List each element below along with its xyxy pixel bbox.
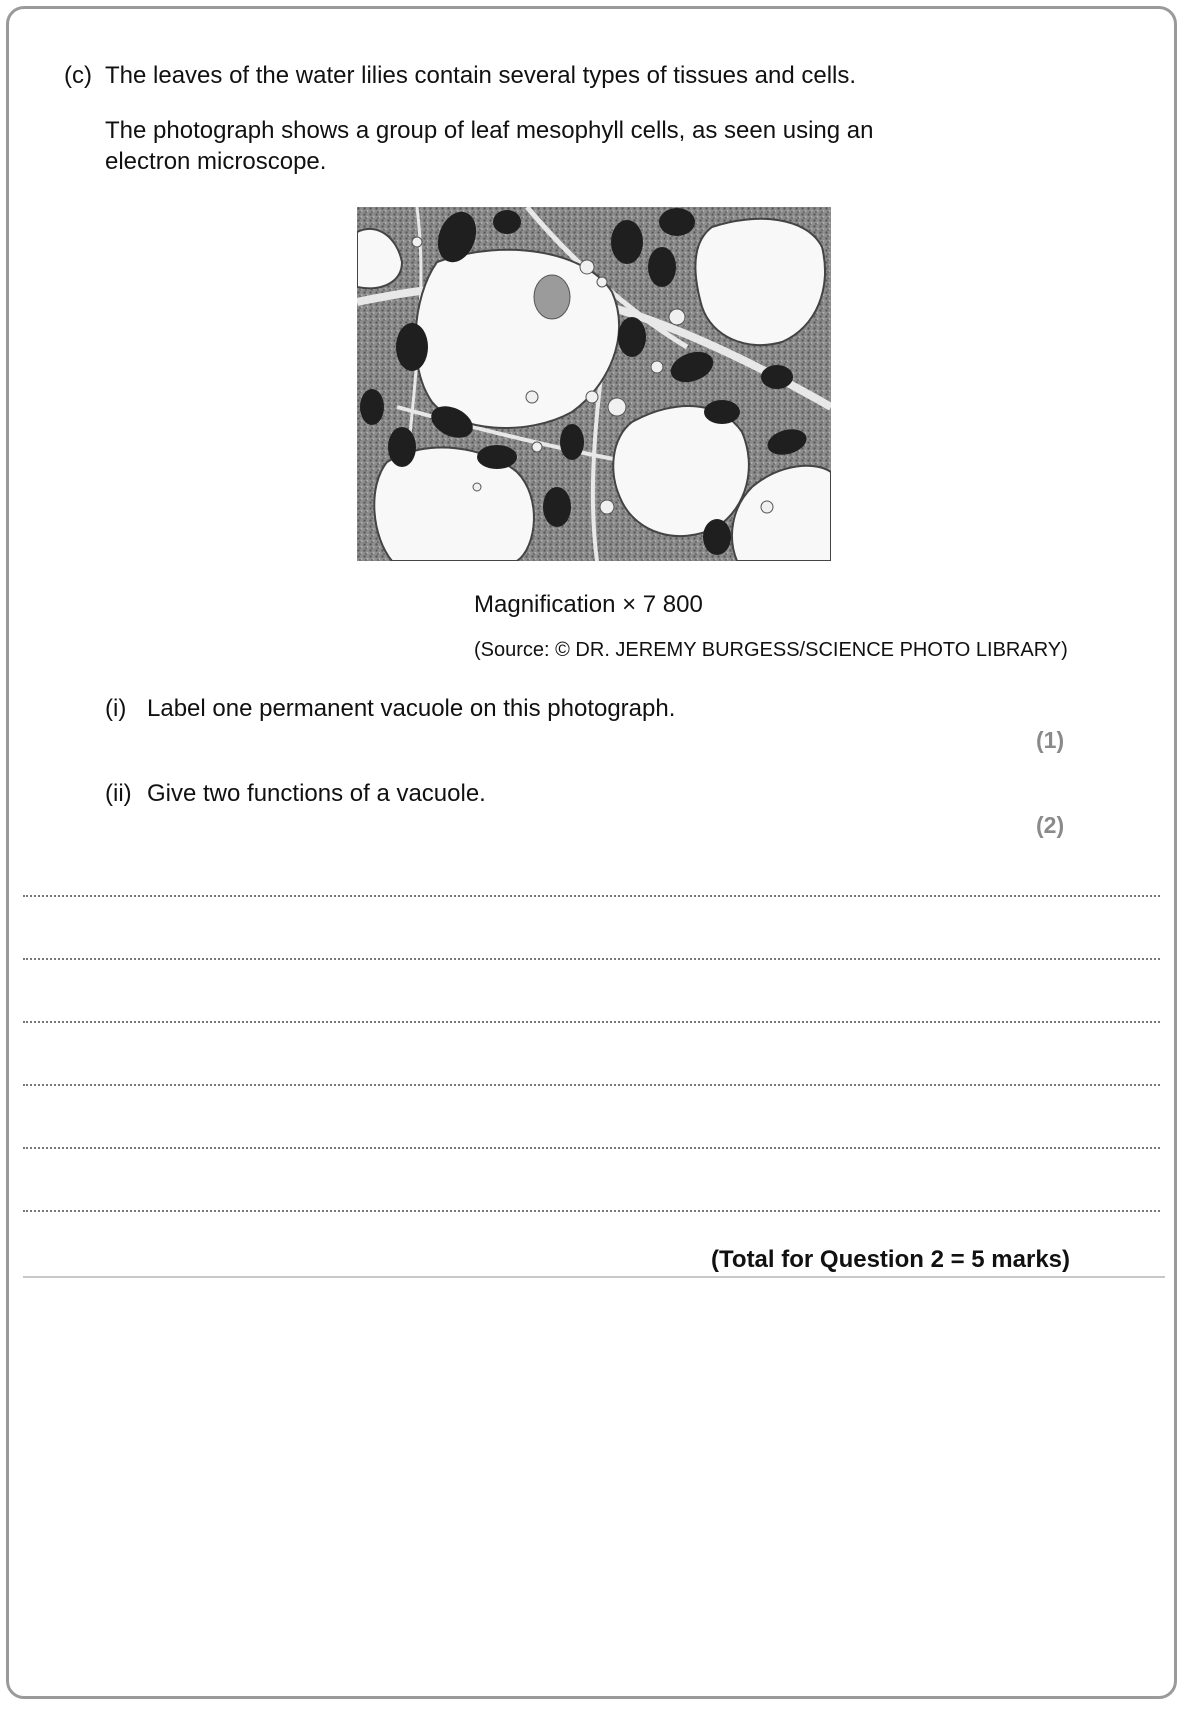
magnification-caption: Magnification × 7 800 bbox=[474, 591, 703, 618]
subquestion-i-text: Label one permanent vacuole on this photograph. bbox=[147, 695, 676, 722]
source-credit: (Source: © DR. JEREMY BURGESS/SCIENCE PHOTO LIBRARY) bbox=[474, 639, 1068, 661]
subquestion-ii-label: (ii) bbox=[105, 780, 132, 807]
answer-line-1[interactable] bbox=[23, 895, 1160, 897]
answer-line-2[interactable] bbox=[23, 958, 1160, 960]
section-divider bbox=[23, 1276, 1165, 1278]
question-total: (Total for Question 2 = 5 marks) bbox=[711, 1246, 1070, 1273]
subquestion-ii-text: Give two functions of a vacuole. bbox=[147, 780, 486, 807]
answer-line-3[interactable] bbox=[23, 1021, 1160, 1023]
answer-line-6[interactable] bbox=[23, 1210, 1160, 1212]
answer-line-4[interactable] bbox=[23, 1084, 1160, 1086]
micrograph-photo[interactable] bbox=[357, 207, 831, 561]
subquestion-ii-marks: (2) bbox=[1036, 812, 1065, 838]
intro-text: The leaves of the water lilies contain several types of tissues and cells. bbox=[105, 62, 857, 89]
micrograph-image bbox=[357, 207, 831, 561]
photo-description-line1: The photograph shows a group of leaf mesophyll cells, as seen using an bbox=[105, 117, 874, 144]
subquestion-i-label: (i) bbox=[105, 695, 127, 722]
answer-line-5[interactable] bbox=[23, 1147, 1160, 1149]
part-label: (c) bbox=[64, 62, 92, 89]
photo-description-line2: electron microscope. bbox=[105, 148, 327, 175]
subquestion-i-marks: (1) bbox=[1036, 727, 1065, 753]
